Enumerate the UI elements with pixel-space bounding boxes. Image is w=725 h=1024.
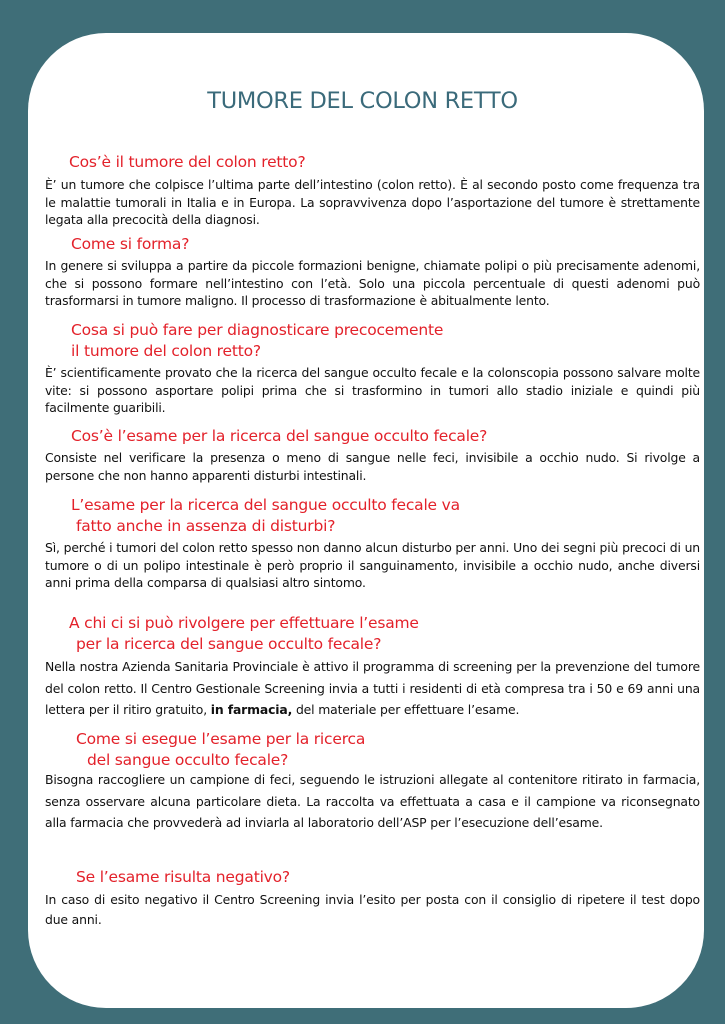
question-heading-line2: del sangue occulto fecale? (87, 751, 289, 769)
answer-paragraph: In caso di esito negativo il Centro Screening invia l’esito per posta con il consiglio di ripetere il test dopo due anni. (45, 892, 700, 927)
page-title: TUMORE DEL COLON RETTO (207, 88, 518, 114)
question-heading: Se l’esame risulta negativo? (76, 868, 290, 886)
answer-paragraph: Consiste nel verificare la presenza o meno di sangue nelle feci, invisibile a occhio nudo. Si rivolge a persone che non hanno apparenti disturbi intestinali. (45, 450, 700, 483)
question-heading: Come si esegue l’esame per la ricerca (76, 730, 366, 748)
question-heading: Cos’è l’esame per la ricerca del sangue occulto fecale? (71, 427, 488, 445)
answer-paragraph: In genere si sviluppa a partire da piccole formazioni benigne, chiamate polipi o più precisamente adenomi, che si possono formare nell’intestino con l’età. Solo una piccola percentuale di questi adenomi può trasformarsi in tumore maligno. Il processo di trasformazione è abitualmente lento. (45, 258, 700, 308)
question-heading: Cos’è il tumore del colon retto? (69, 153, 306, 171)
question-heading: L’esame per la ricerca del sangue occulto fecale va (71, 496, 460, 514)
question-heading: Cosa si può fare per diagnosticare precocemente (71, 321, 444, 339)
question-heading-line2: fatto anche in assenza di disturbi? (76, 517, 336, 535)
answer-paragraph: Bisogna raccogliere un campione di feci, seguendo le istruzioni allegate al contenitore ritirato in farmacia, senza osservare alcuna particolare dieta. La raccolta va effettuata a casa e il campione va riconsegnato alla farmacia che provvederà ad inviarla al laboratorio dell’ASP per l’esecuzione dell’esame. (45, 772, 700, 830)
answer-text: Nella nostra Azienda Sanitaria Provinciale è attivo il programma di screening per la prevenzione del tumore del colon retto. Il Centro Gestionale Screening invia a tutti i residenti di età compresa tra i 50 e 69 anni una lettera per il ritiro gratuito, (45, 659, 700, 717)
answer-paragraph: È’ scientificamente provato che la ricerca del sangue occulto fecale e la colonscopia possono salvare molte vite: si possono asportare polipi prima che si trasformino in tumori allo stadio iniziale e quindi più facilmente guaribili. (45, 365, 700, 415)
question-heading-line2: per la ricerca del sangue occulto fecale? (76, 635, 382, 653)
answer-bold-text: in farmacia, (210, 702, 293, 717)
question-heading: Come si forma? (71, 235, 190, 253)
question-heading: A chi ci si può rivolgere per effettuare l’esame (69, 614, 419, 632)
question-heading-line2: il tumore del colon retto? (71, 342, 261, 360)
answer-text: del materiale per effettuare l’esame. (292, 702, 520, 717)
answer-paragraph (45, 656, 700, 721)
answer-paragraph: È’ un tumore che colpisce l’ultima parte dell’intestino (colon retto). È al secondo posto come frequenza tra le malattie tumorali in Italia e in Europa. La sopravvivenza dopo l’asportazione del tumore è strettamente legata alla precocità della diagnosi. (45, 177, 700, 227)
answer-paragraph: Sì, perché i tumori del colon retto spesso non danno alcun disturbo per anni. Uno dei segni più precoci di un tumore o di un polipo intestinale è però proprio il sanguinamento, invisibile a occhio nudo, anche diversi anni prima della comparsa di qualsiasi altro sintomo. (45, 540, 700, 590)
